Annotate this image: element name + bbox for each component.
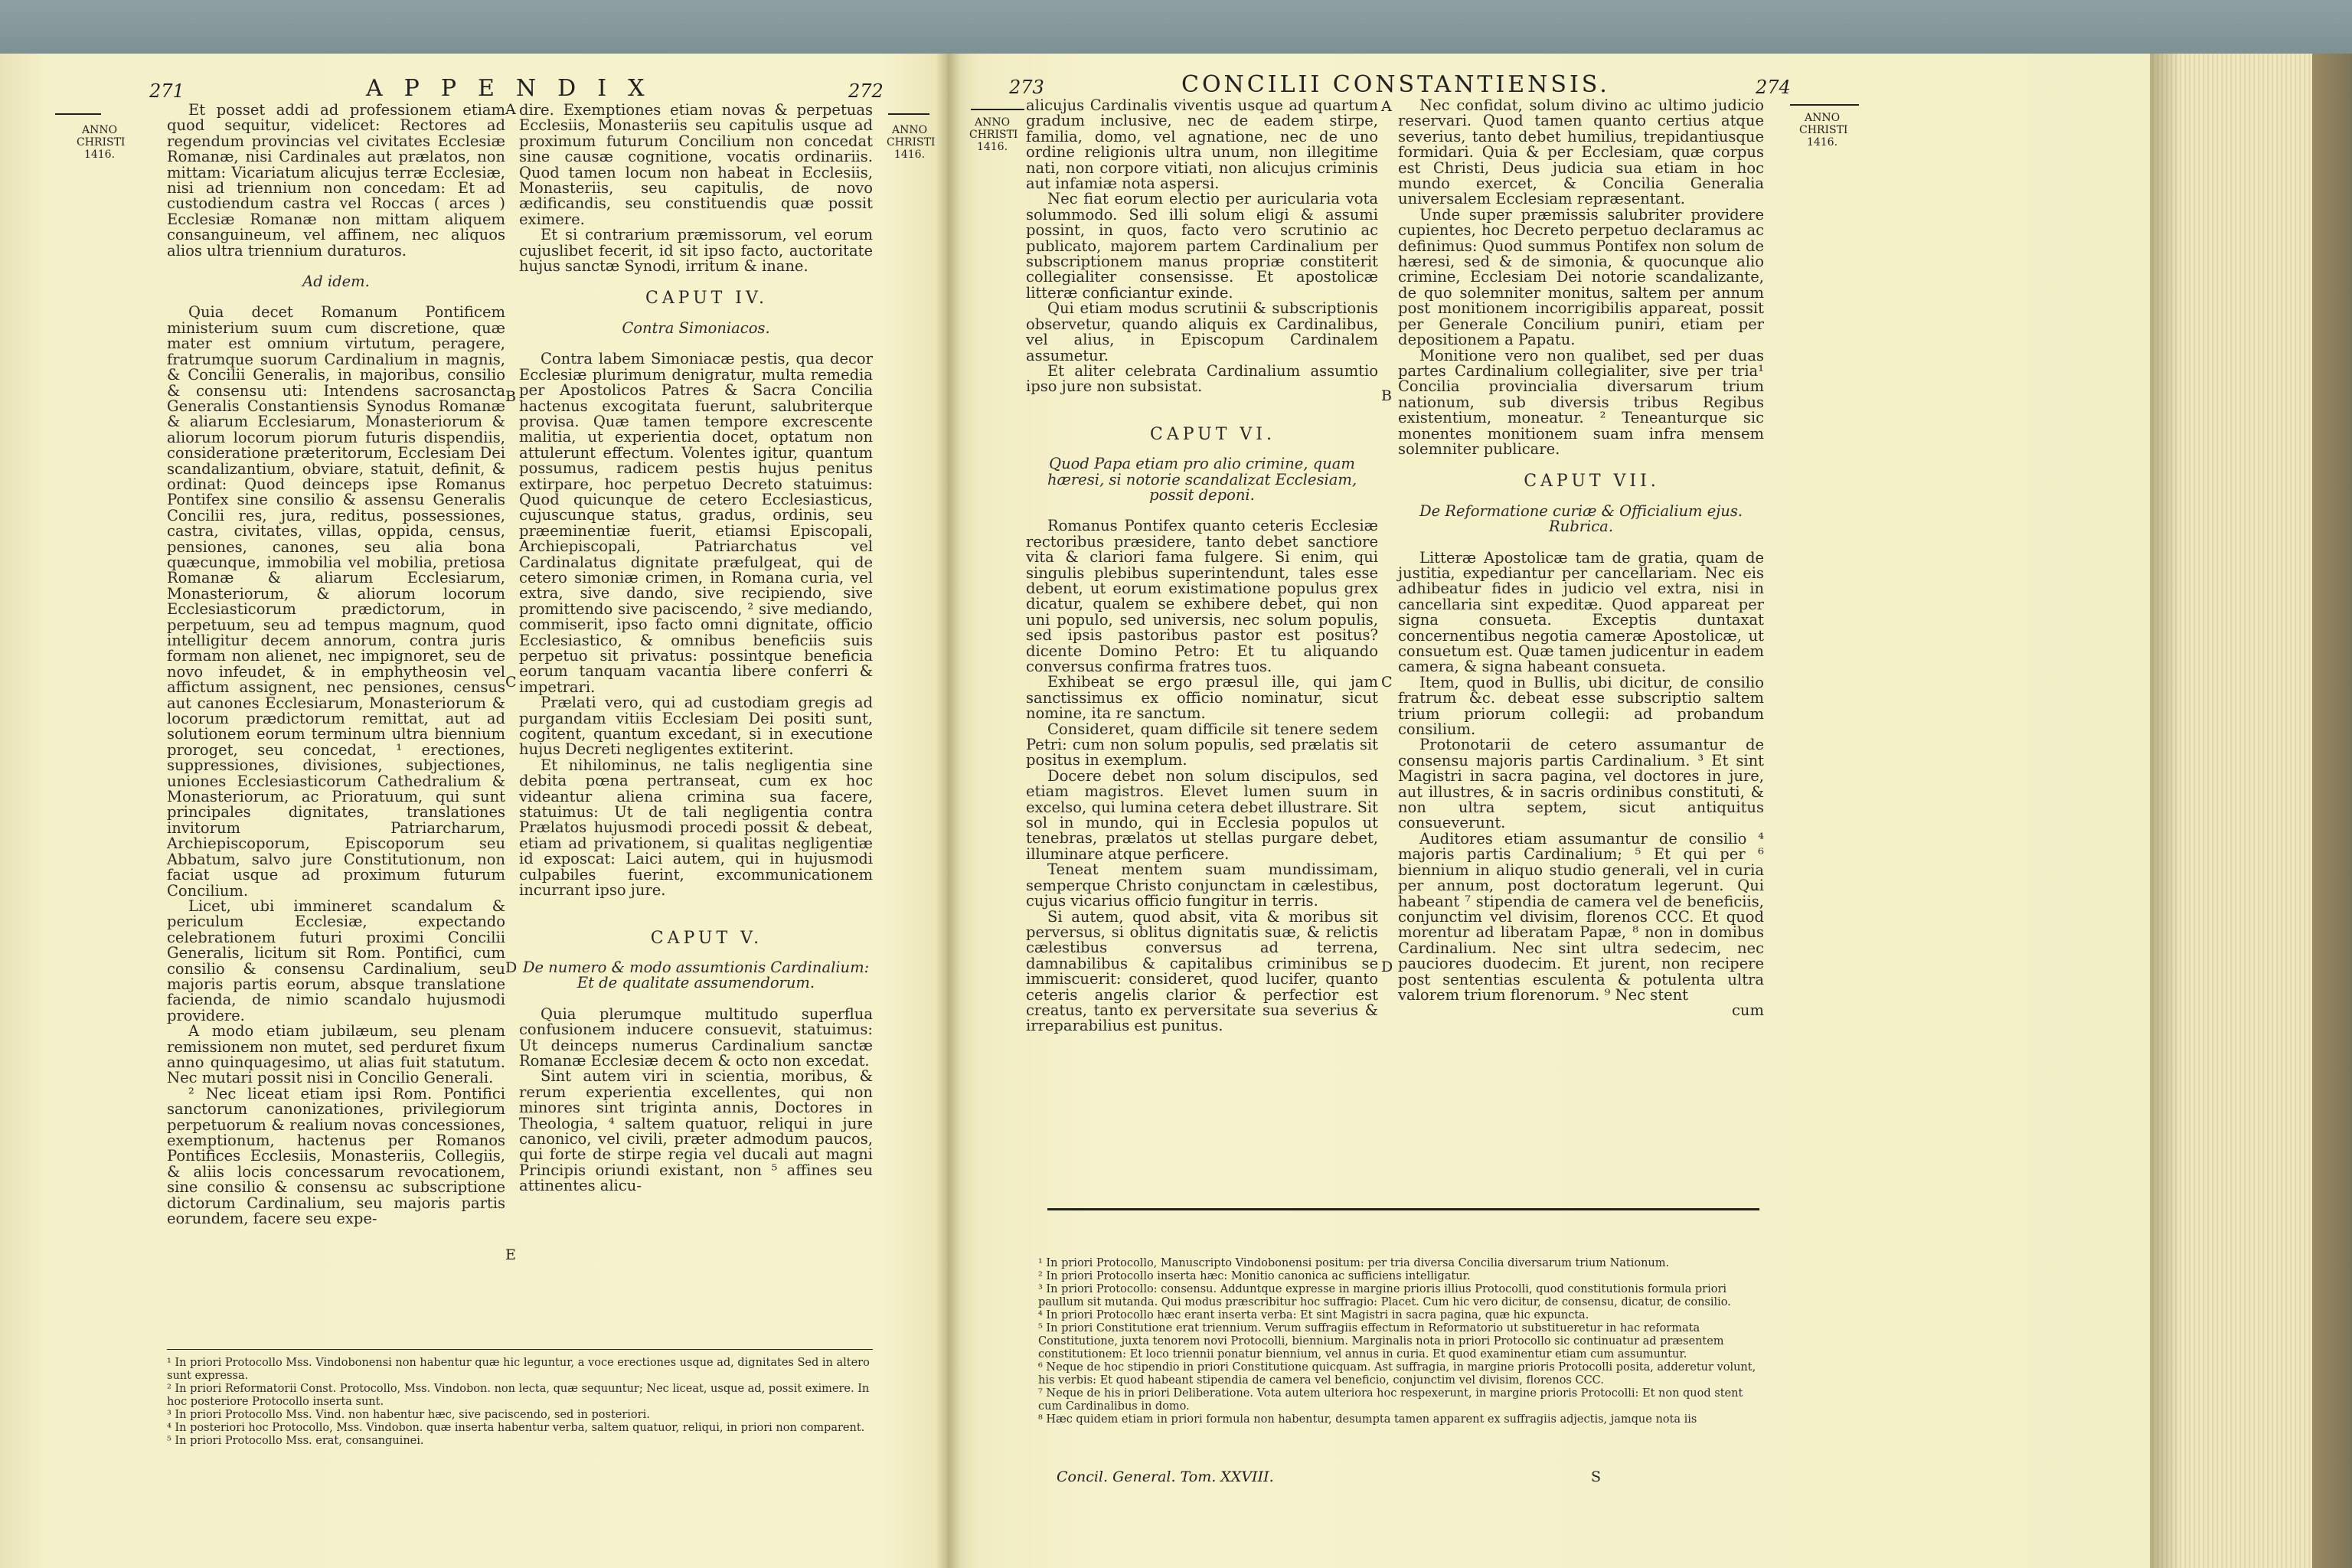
footnote: ² In priori Protocollo inserta hæc: Monitio canonica ac sufficiens intelligatur. bbox=[1038, 1270, 1471, 1282]
footnote-rule bbox=[1047, 1208, 1759, 1210]
left-page-column-1 bbox=[167, 103, 505, 1227]
paragraph: Sint autem viri in scientia, moribus, & rerum experientia excellentes, qui non minores sint triginta annis, Doctores in Theologia, ⁴ saltem quatuor, reliqui in jure canonico, vel civili, præter admodum paucos, qui forte de stirpe regia vel ducali aut magni Principis oriundi existant, non ⁵ affines seu attinentes alicu- bbox=[519, 1067, 873, 1195]
paragraph: A modo etiam jubilæum, seu plenam remissionem non mutet, sed perduret fixum anno quinquagesimo, ut alias fuit statutum. Nec mutari possit nisi in Concilio Generali. bbox=[167, 1022, 505, 1087]
chapter-heading-vii: CAPUT VII. bbox=[1524, 472, 1660, 492]
paragraph: Licet, ubi immineret scandalum & periculum Ecclesiæ, expectando celebrationem futuri proximi Concilii Generalis, licitum sit Rom. Pontifici, cum consilio & consensu Cardinalium, seu majoris partis eorum, absque translatione facienda, de nimio scandalo hujusmodi providere. bbox=[167, 897, 505, 1024]
right-page-column-2 bbox=[1398, 98, 1764, 1019]
footnote: ⁴ In posteriori hoc Protocollo, Mss. Vindobon. quæ inserta habentur verba, saltem quatuor, reliqui, in priori non comparent. bbox=[167, 1422, 865, 1434]
paragraph: Romanus Pontifex quanto ceteris Ecclesiæ rectoribus præsidere, tanto debet sanctiore vita & clariori fama fulgere. Si enim, qui singulis plebibus superintendunt, tales esse debent, ut eorum existimatione populus grex dicatur, qualem se exhibere debet, qui non uni populo, sed universis, nec solum populis, sed ipsis pastoribus pastor est positus? dicente Domino Petro: Et tu aliquando conversus confirma fratres tuos. bbox=[1026, 517, 1378, 675]
page-edges-shadow bbox=[2150, 54, 2180, 1568]
chapter-heading-v: CAPUT V. bbox=[650, 928, 763, 948]
anno-christi-left: ANNO CHRISTI 1416. bbox=[77, 124, 126, 161]
margin-mark-a: A bbox=[505, 101, 516, 118]
chapter-subtitle: De Reformatione curiæ & Officialium ejus. Rubrica. bbox=[1419, 501, 1743, 536]
chapter-heading-iv: CAPUT IV. bbox=[645, 289, 769, 309]
margin-mark-c: C bbox=[1381, 674, 1393, 691]
footnote: ⁵ In priori Protocollo Mss. erat, consanguinei. bbox=[167, 1435, 424, 1447]
margin-mark-b: B bbox=[505, 388, 516, 405]
left-page-footnotes bbox=[167, 1357, 873, 1448]
paragraph: Qui etiam modus scrutinii & subscriptionis observetur, quando aliquis ex Cardinalibus, vel alius, in Episcopum Cardinalem assumetur. bbox=[1026, 299, 1378, 364]
right-page-column-1 bbox=[1026, 98, 1378, 1034]
paragraph: Litteræ Apostolicæ tam de gratia, quam de justitia, expediantur per cancellariam. Nec eis adhibeatur fides in judicio vel extra, nisi in cancellaria sint expeditæ. Quod appareat per signa consueta. Exceptis duntaxat concernentibus negotia cameræ Apostolicæ, ut consuetum est. Quæ tamen judicentur in eadem camera, & signa habeant consueta. bbox=[1398, 548, 1764, 676]
footnote: ¹ In priori Protocollo, Manuscripto Vindobonensi positum: per tria diversa Concilia diversarum trium Nationum. bbox=[1038, 1257, 1670, 1269]
paragraph: Monitione vero non qualibet, sed per duas partes Cardinalium collegialiter, sive per tria¹ Concilia provincialia diversarum trium nationum, sub diversis tribus Regibus existentium, moneatur. ² Teneanturque sic monentes monitionem suam infra mensem solemniter publicare. bbox=[1398, 346, 1764, 458]
margin-rule-right bbox=[888, 113, 929, 115]
footnote: ⁵ In priori Constitutione erat triennium. Verum suffragiis effectum in Reformatorio ut substitueretur in hac reformata Constitutione, juxta tenorem novi Protocolli, biennium. Marginalis nota in priori Protocollo sic continuatur ad præsentem constitutionem: Et loco triennii ponatur biennium, vel annus in curia. Et quod examinentur etiam cum assumuntur. bbox=[1038, 1322, 1724, 1361]
paragraph: Item, quod in Bullis, ubi dicitur, de consilio fratrum &c. debeat esse subscriptio saltem trium priorum collegii: ad probandum consilium. bbox=[1398, 673, 1764, 739]
folio-271: 271 bbox=[149, 80, 185, 102]
chapter-subtitle: Contra Simoniacos. bbox=[622, 318, 770, 337]
footnote: ² In priori Reformatorii Const. Protocollo, Mss. Vindobon. non lecta, quæ sequuntur; Nec liceat, usque ad, possit eximere. In hoc posteriore Protocollo inserta sunt. bbox=[167, 1383, 870, 1408]
footnote: ⁶ Neque de hoc stipendio in priori Constitutione quicquam. Ast suffragia, in margine prioris Protocolli posita, adderetur volunt, his verbis: Et quod habeant stipendia de camera vel beneficio, conjunctim vel divisim, florenos CCC. bbox=[1038, 1361, 1756, 1387]
anno-christi-right: ANNO CHRISTI 1416. bbox=[887, 124, 936, 161]
footnote-rule bbox=[167, 1349, 873, 1350]
book-cover-edge bbox=[2312, 54, 2352, 1568]
paragraph: Consideret, quam difficile sit tenere sedem Petri: cum non solum populis, sed prælatis sit positus in exemplum. bbox=[1026, 720, 1378, 769]
left-page-column-2 bbox=[519, 103, 873, 1194]
paragraph: alicujus Cardinalis viventis usque ad quartum gradum inclusive, nec de eadem stirpe, familia, domo, vel agnatione, nec de uno ordine religionis ultra unum, non illegitime nati, non corpore vitiati, non alicujus criminis aut infamiæ nota aspersi. bbox=[1026, 96, 1378, 193]
paragraph: Auditores etiam assumantur de consilio ⁴ majoris partis Cardinalium; ⁵ Et qui per ⁶ biennium in aliquo studio generali, vel in curia per annum, post doctoratum legerunt. Qui habeant ⁷ stipendia de camera vel de beneficiis, conjunctim vel divisim, florenos CCC. Et quod morentur ad liberatam Papæ, ⁸ non in domibus Cardinalium. Nec sint ultra sedecim, nec pauciores duodecim. Et jurent, non recipere post sententias esculenta & potulenta ultra valorem trium florenorum. ⁹ Nec stent bbox=[1398, 829, 1764, 1004]
running-header-appendix: APPENDIX bbox=[366, 75, 666, 102]
margin-mark-c: C bbox=[505, 674, 517, 691]
folio-274: 274 bbox=[1756, 77, 1791, 98]
footnote: ⁷ Neque de his in priori Deliberatione. Vota autem ulteriora hoc respexerunt, in margine prioris Protocolli: Et non quod stent cum Cardinalibus in domo. bbox=[1038, 1387, 1743, 1413]
anno-christi-left: ANNO CHRISTI 1416. bbox=[969, 116, 1018, 153]
margin-mark-e: E bbox=[505, 1246, 516, 1263]
margin-mark-d: D bbox=[1381, 959, 1393, 975]
paragraph: Nec confidat, solum divino ac ultimo judicio reservari. Quod tamen quanto certius atque severius, tanto debet humilius, trepidantiusque formidari. Quia & per Ecclesiam, quæ corpus est Christi, Deus judicia sua etiam in hoc mundo exercet, & Concilia Generalia universalem Ecclesiam repræsentant. bbox=[1398, 96, 1764, 208]
margin-rule-right bbox=[1790, 104, 1859, 106]
paragraph: dire. Exemptiones etiam novas & perpetuas Ecclesiis, Monasteriis seu capitulis usque ad proximum futurum Concilium non concedat sine causæ cognitione, vocatis ordinariis. Quod tamen locum non habeat in Ecclesiis, Monasteriis, seu capitulis, de novo ædificandis, seu constituendis quæ possit eximere. bbox=[519, 101, 873, 228]
paragraph: ² Nec liceat etiam ipsi Rom. Pontifici sanctorum canonizationes, privilegiorum perpetuorum & realium novas concessiones, exemptionum, hactenus per Romanos Pontifices Ecclesiis, Monasteriis, Collegiis, & aliis locis concessarum revocationem, sine consilio & consensu ac subscriptione dictorum Cardinalium, seu majoris partis eorundem, facere seu expe- bbox=[167, 1084, 505, 1228]
right-page-footnotes bbox=[1038, 1257, 1766, 1426]
paragraph: Et nihilominus, ne talis negligentia sine debita pœna pertranseat, cum ex hoc videantur aliena crimina sua facere, statuimus: Ut de tali negligentia contra Prælatos hujusmodi procedi possit & debeat, etiam ad privationem, si qualitas negligentiæ id exposcat: Laici autem, qui in hujusmodi culpabiles fuerint, excommunicationem incurrant ipso jure. bbox=[519, 756, 873, 900]
paragraph: Protonotarii de cetero assumantur de consensu majoris partis Cardinalium. ³ Et sint Magistri in sacra pagina, vel doctores in jure, aut illustres, & in sacris ordinibus constituti, & non ultra septem, sicut antiquitus consueverunt. bbox=[1398, 736, 1764, 832]
paragraph: Et aliter celebrata Cardinalium assumtio ipso jure non subsistat. bbox=[1026, 361, 1378, 396]
paragraph: Prælati vero, qui ad custodiam gregis ad purgandam vitiis Ecclesiam Dei positi sunt, cogitent, quantum excedant, si in executione hujus Decreti negligentes extiterint. bbox=[519, 694, 873, 759]
chapter-heading-vi: CAPUT VI. bbox=[1150, 424, 1276, 444]
paragraph: Nec fiat eorum electio per auricularia vota solummodo. Sed illi solum eligi & assumi possint, in quos, facto vero scrutinio ac publicato, majorem partem Cardinalium per subscriptionem manus propriæ constiterit collegialiter consensisse. Et apostolicæ litteræ conficiantur exinde. bbox=[1026, 190, 1378, 302]
folio-273: 273 bbox=[1009, 77, 1044, 98]
paragraph: Quia plerumque multitudo superflua confusionem inducere consuevit, statuimus: Ut deinceps numerus Cardinalium sanctæ Romanæ Ecclesiæ decem & octo non excedat. bbox=[519, 1004, 873, 1070]
paragraph: Et si contrarium præmissorum, vel eorum cujuslibet fecerit, id sit ipso facto, auctoritate hujus sanctæ Synodi, irritum & inane. bbox=[519, 226, 873, 276]
margin-rule-left bbox=[971, 109, 1024, 110]
footnote: ³ In priori Protocollo Mss. Vind. non habentur hæc, sive paciscendo, sed in posteriori. bbox=[167, 1409, 650, 1421]
paragraph: Exhibeat se ergo præsul ille, qui jam sanctissimus ex officio nominatur, sicut nomine, ita re sanctum. bbox=[1026, 673, 1378, 723]
left-page bbox=[0, 54, 948, 1568]
book-gutter bbox=[936, 54, 960, 1568]
margin-mark-a: A bbox=[1381, 98, 1392, 115]
anno-christi-right: ANNO CHRISTI 1416. bbox=[1799, 112, 1848, 149]
subheading-ad-idem: Ad idem. bbox=[302, 273, 370, 291]
footnote: ⁸ Hæc quidem etiam in priori formula non habentur, desumpta tamen apparent ex suffragiis adjectis, jamque nota iis bbox=[1038, 1413, 1697, 1426]
paragraph: Unde super præmissis salubriter providere cupientes, hoc Decreto perpetuo declaramus ac definimus: Quod summus Pontifex non solum de hæresi, sed & de simonia, & quocunque alio crimine, Ecclesiam Dei notorie scandalizante, de quo solemniter monitus, saltem per annum post monitionem incorrigibilis appareat, possit per Generale Concilium puniri, etiam per depositionem a Papatu. bbox=[1398, 205, 1764, 349]
right-page bbox=[948, 54, 2150, 1568]
margin-rule-left bbox=[55, 113, 101, 115]
catchword: cum bbox=[1732, 1001, 1764, 1020]
footnote: ³ In priori Protocollo: consensu. Adduntque expresse in margine prioris illius Protocolli, quod constitutionis formula priori paullum sit mutanda. Qui modus præscribitur hoc suffragio: Placet. Cum hic vero dicitur, de consensu, dicatur, de consilio. bbox=[1038, 1283, 1731, 1308]
paragraph: Docere debet non solum discipulos, sed etiam magistros. Elevet lumen suum in excelso, qui lumina cetera debet illustrare. Sit sol in mundo, qui in Ecclesia populos ut tenebras, prælatos ut stellas purgare debet, illuminare atque perficere. bbox=[1026, 766, 1378, 863]
paragraph: Et posset addi ad professionem etiam quod sequitur, videlicet: Rectores ad regendum provincias vel civitates Ecclesiæ Romanæ, nisi Cardinales aut prælatos, non mittam: Vicariatum alicujus terræ Ecclesiæ, nisi ad triennium non concedam: Et ad custodiendum castra vel Roccas ( arces ) Ecclesiæ Romanæ non mittam aliquem consanguineum, vel affinem, nec aliquos alios ultra triennium duraturos. bbox=[167, 101, 505, 260]
signature-mark: S bbox=[1591, 1468, 1602, 1485]
paragraph: Quia decet Romanum Pontificem ministerium suum cum discretione, quæ mater est omnium virtutum, peragere, fratrumque suorum Cardinalium in magnis, & Concilii Generalis, in majoribus, consilio & consensu uti: Intendens sacrosancta Generalis Constantiensis Synodus Romanæ & aliarum Ecclesiarum, Monasteriorum & aliorum locorum piorum futuris dispendiis, consideratione præteritorum, Ecclesiam Dei scandalizantium, obviare, statuit, definit, & ordinat: Quod deinceps ipse Romanus Pontifex sine consilio & assensu Generalis Concilii res, jura, reditus, possessiones, castra, civitates, villas, oppida, census, pensiones, canones, seu alia bona quæcunque, immobilia vel mobilia, pretiosa Romanæ & aliarum Ecclesiarum, Monasteriorum, & aliorum locorum Ecclesiasticorum prædictorum, in perpetuum, seu ad tempus magnum, quod intelligitur decem annorum, contra juris formam non alienet, nec impignoret, seu de novo infeudet, & in emphytheosin vel affictum assignent, nec pensiones, census aut canones Ecclesiarum, Monasteriorum & locorum prædictorum remittat, aut ad solutionem eorum terminum ultra biennium proroget, seu concedat, ¹ erectiones, suppressiones, divisiones, subjectiones, uniones Ecclesiasticorum Cathedralium & Monasteriorum, ac Prioratuum, qui sunt principales dignitates, translationes invitorum Patriarcharum, Archiepiscoporum, Episcoporum seu Abbatum, salvo jure Constitutionum, non faciat usque ad proximum futurum Concilium. bbox=[167, 303, 505, 900]
paragraph: Teneat mentem suam mundissimam, semperque Christo conjunctam in cælestibus, cujus vicarius officio fungitur in terris. bbox=[1026, 861, 1378, 910]
paragraph: Si autem, quod absit, vita & moribus sit perversus, si oblitus dignitatis suæ, & relictis cælestibus conversus ad terrena, damnabilibus & capitalibus criminibus se immiscuerit: consideret, quod lucifer, quanto ceteris angelis clarior & perfectior est creatus, tanto ex perversitate sua severius & irreparabilius est punitus. bbox=[1026, 907, 1378, 1035]
folio-272: 272 bbox=[848, 80, 884, 102]
paragraph: Contra labem Simoniacæ pestis, qua decor Ecclesiæ plurimum denigratur, multa remedia per Apostolicos Patres & Sacra Concilia hactenus excogitata fuerunt, salubriterque provisa. Quæ tamen tempore excrescente malitia, ut experientia docet, optatum non attulerunt effectum. Volentes igitur, quantum possumus, radicem pestis hujus penitus extirpare, hoc perpetuo Decreto statuimus: Quod quicunque de cetero Ecclesiasticus, cujuscunque status, gradus, ordinis, seu præeminentiæ fuerit, etiamsi Episcopali, Archiepiscopali, Patriarchatus vel Cardinalatus dignitate præfulgeat, qui de cetero simoniæ crimen, in Romana curia, vel extra, sive dando, sive recipiendo, sive promittendo sive paciscendo, ² sive mediando, commiserit, ipso facto omni dignitate, officio Ecclesiastico, & omnibus beneficiis suis perpetuo sit privatus: possintque beneficia eorum tanquam vacantia libere conferri & impetrari. bbox=[519, 350, 873, 696]
running-header-concilii: CONCILII CONSTANTIENSIS. bbox=[1181, 71, 1610, 98]
footnote: ¹ In priori Protocollo Mss. Vindobonensi non habentur quæ hic leguntur, a voce erectiones usque ad, dignitates Sed in altero sunt expressa. bbox=[167, 1357, 870, 1382]
footnote: ⁴ In priori Protocollo hæc erant inserta verba: Et sint Magistri in sacra pagina, quæ hic expuncta. bbox=[1038, 1309, 1589, 1321]
chapter-subtitle: De numero & modo assumtionis Cardinalium: Et de qualitate assumendorum. bbox=[522, 958, 870, 992]
margin-mark-d: D bbox=[505, 959, 518, 976]
chapter-subtitle: Quod Papa etiam pro alio crimine, quam hæresi, si notorie scandalizat Ecclesiam, possit deponi. bbox=[1047, 455, 1357, 504]
background bbox=[0, 0, 2352, 54]
signature-line: Concil. General. Tom. XXVIII. bbox=[1057, 1468, 1274, 1485]
margin-mark-b: B bbox=[1381, 387, 1392, 404]
